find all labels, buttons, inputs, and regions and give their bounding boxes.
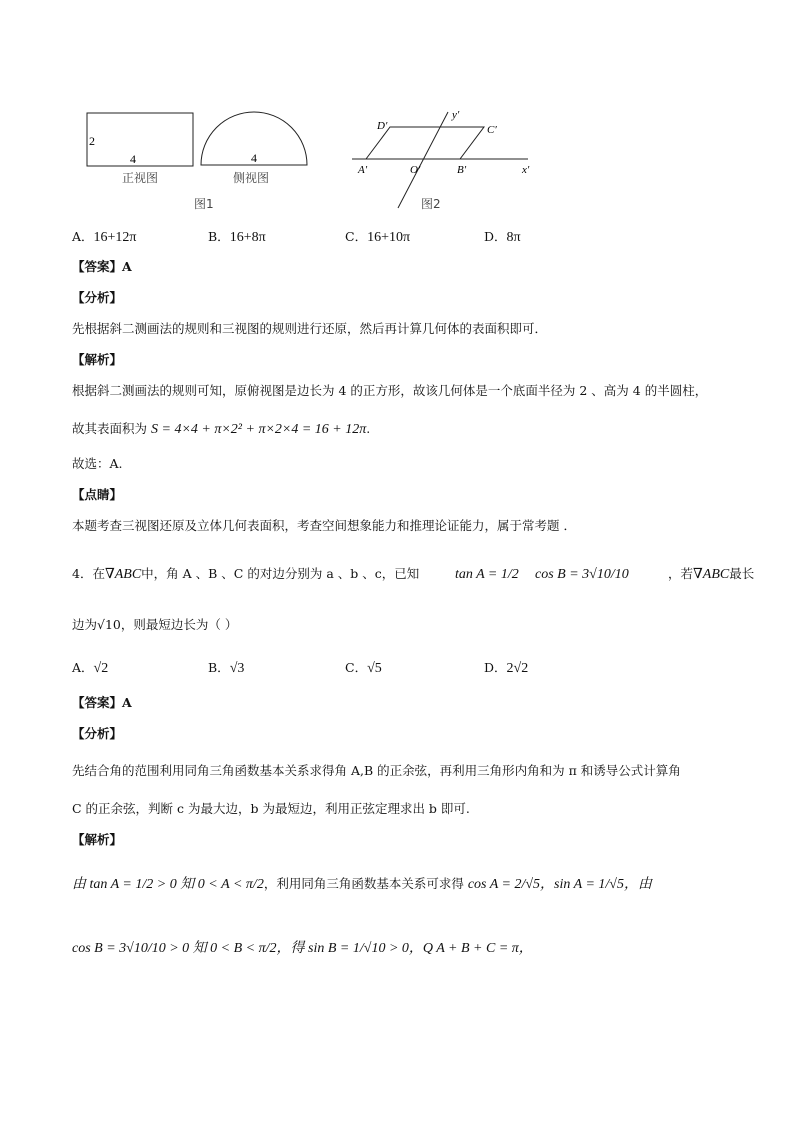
q3-solution-tag: 【解析】 bbox=[72, 352, 123, 367]
q3-choose: 故选：A. bbox=[72, 456, 123, 471]
y-axis-label: y′ bbox=[452, 109, 460, 121]
point-a-label: A′ bbox=[358, 164, 368, 176]
x-axis-label: x′ bbox=[522, 164, 530, 176]
y-axis bbox=[398, 112, 448, 208]
fig1-caption: 图1 bbox=[194, 197, 214, 211]
q3-option-d: D．8π bbox=[484, 229, 521, 245]
front-view-width-label: 4 bbox=[130, 152, 136, 166]
q3-option-b: B．16+8π bbox=[208, 229, 266, 245]
point-o-label: O′ bbox=[410, 164, 421, 176]
point-b-label: B′ bbox=[457, 164, 467, 176]
q3-comment-text: 本题考查三视图还原及立体几何表面积，考查空间想象能力和推理论证能力，属于常考题 ． bbox=[72, 518, 576, 533]
q4-analysis-line2: C 的正余弦，判断 c 为最大边，b 为最短边，利用正弦定理求出 b 即可. bbox=[72, 801, 470, 816]
front-view-caption: 正视图 bbox=[122, 171, 159, 185]
q4-solution-tag: 【解析】 bbox=[72, 832, 123, 847]
front-view-height-label: 2 bbox=[89, 134, 95, 148]
q4-tan-a-formula: tan A = 1/2 bbox=[455, 567, 519, 582]
q4-stem-line2: 边为√10，则最短边长为（ ） bbox=[72, 617, 238, 632]
side-view-width-label: 4 bbox=[251, 151, 257, 165]
q4-option-d: D．2√2 bbox=[484, 660, 529, 676]
q4-option-b: B．√3 bbox=[208, 660, 245, 676]
q4-solution-line2 bbox=[72, 940, 533, 957]
q3-solution-line2: 故其表面积为 S = 4×4 + π×2² + π×2×4 = 16 + 12π. bbox=[72, 421, 371, 437]
q4-option-a: A．√2 bbox=[72, 660, 109, 676]
q4-tan-range: 由 tan A = 1/2 > 0 知 0 < A < π/2 bbox=[72, 877, 264, 892]
q3-comment-tag: 【点睛】 bbox=[72, 487, 123, 502]
point-d-label: D′ bbox=[377, 120, 388, 132]
side-view-caption: 侧视图 bbox=[233, 171, 270, 185]
q4-answer-tag: 【答案】A bbox=[72, 695, 132, 710]
q4-solution-line1: 由 tan A = 1/2 > 0 知 0 < A < π/2，利用同角三角函数基本关系可求得 cos A = 2/√5，sin A = 1/√5，由 bbox=[72, 876, 652, 892]
q3-analysis-text: 先根据斜二测画法的规则和三视图的规则进行还原，然后再计算几何体的表面积即可． bbox=[72, 321, 548, 336]
q3-surface-area-formula: S = 4×4 + π×2² + π×2×4 = 16 + 12π bbox=[151, 422, 367, 437]
fig2-caption: 图2 bbox=[421, 197, 441, 211]
q3-option-a: A．16+12π bbox=[72, 229, 137, 245]
q4-analysis-line1: 先结合角的范围利用同角三角函数基本关系求得角 A,B 的正余弦，再利用三角形内角和为 π 和诱导公式计算角 bbox=[72, 763, 681, 778]
front-view-rectangle bbox=[87, 113, 193, 166]
figures-svg bbox=[80, 100, 560, 215]
q4-cos-sin-b: cos B = 3√10/10 > 0 知 0 < B < π/2，得 sin B = 1/√10 > 0，Q A + B + C = π， bbox=[72, 941, 533, 956]
q3-analysis-tag: 【分析】 bbox=[72, 290, 123, 305]
q3-solution-line1: 根据斜二测画法的规则可知，原俯视图是边长为 4 的正方形，故该几何体是一个底面半径为 2 、高为 4 的半圆柱， bbox=[72, 383, 708, 398]
q4-option-c: C．√5 bbox=[345, 660, 382, 676]
q3-answer-tag: 【答案】A bbox=[72, 259, 132, 274]
q4-cos-sin-a: cos A = 2/√5，sin A = 1/√5，由 bbox=[467, 877, 652, 892]
q4-cos-b-formula: cos B = 3√10/10 bbox=[535, 567, 629, 582]
point-c-label: C′ bbox=[487, 124, 497, 136]
q4-stem-line1: 4．在∇ABC中，角 A 、B 、C 的对边分别为 a 、b 、c，已知 bbox=[72, 566, 420, 582]
q4-stem-line1-tail: ，若∇ABC最长 bbox=[668, 566, 755, 582]
q3-option-c: C．16+10π bbox=[345, 229, 411, 245]
q4-analysis-tag: 【分析】 bbox=[72, 726, 123, 741]
